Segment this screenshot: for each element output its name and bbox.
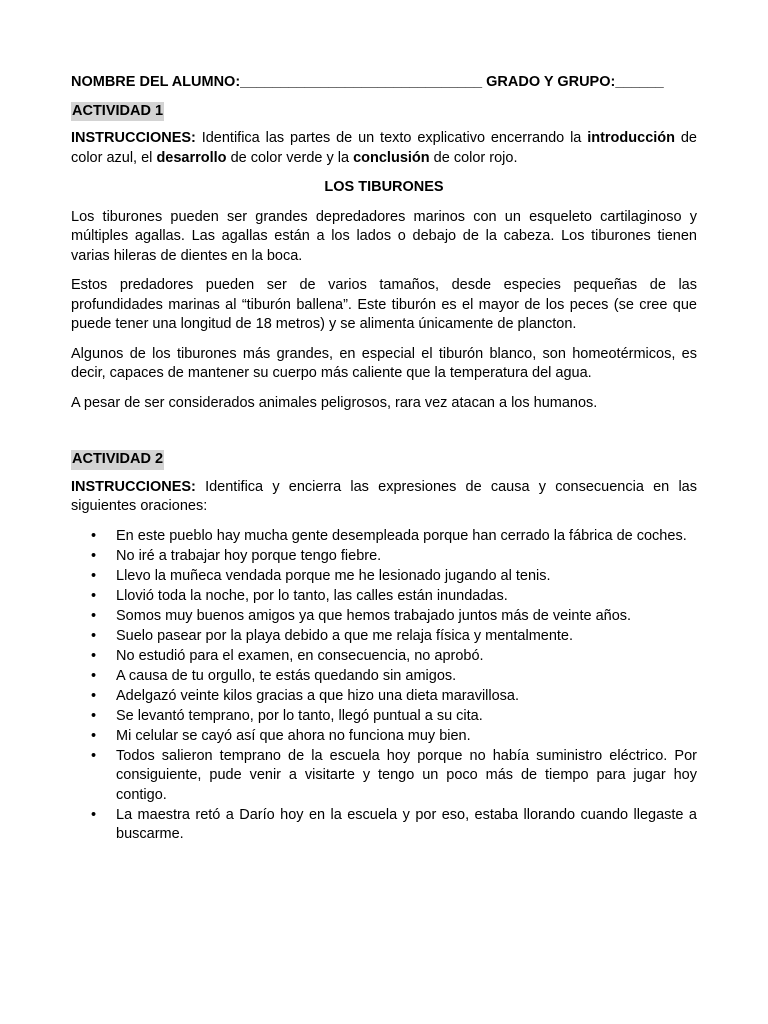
list-item-text: La maestra retó a Darío hoy en la escuela y por eso, estaba llorando cuando llegaste a buscarme.	[116, 806, 697, 842]
activity-1-instructions-label: INSTRUCCIONES:	[71, 130, 196, 146]
grade-group-blank: ______	[615, 74, 664, 90]
activity-2-instructions	[71, 478, 697, 517]
student-name-blank: ______________________________	[240, 74, 483, 90]
bullet-icon: •	[91, 647, 97, 664]
text-title: LOS TIBURONES	[324, 179, 444, 195]
list-item-text: A causa de tu orgullo, te estás quedando sin amigos.	[116, 667, 457, 684]
paragraph-4: A pesar de ser considerados animales peligrosos, rara vez atacan a los humanos.	[71, 394, 598, 411]
activity-2-heading	[71, 450, 697, 470]
activity-1-label: ACTIVIDAD 1	[71, 102, 164, 122]
instructions-text-2: de color azul, el	[71, 130, 697, 166]
list-item-text: Somos muy buenos amigos ya que hemos trabajado juntos más de veinte años.	[116, 607, 632, 624]
list-item-text: Adelgazó veinte kilos gracias a que hizo una dieta maravillosa.	[116, 687, 520, 704]
list-item	[71, 747, 697, 806]
activity-2-label: ACTIVIDAD 2	[71, 450, 164, 470]
list-item-text: Mi celular se cayó así que ahora no funciona muy bien.	[116, 727, 471, 744]
bullet-icon: •	[91, 527, 97, 544]
grade-group-label: GRADO Y GRUPO:	[486, 74, 616, 90]
instructions-text-4: de color rojo.	[429, 149, 518, 166]
list-item-text: Llevo la muñeca vendada porque me he lesionado jugando al tenis.	[116, 567, 551, 584]
list-item	[71, 567, 697, 587]
list-item	[71, 607, 697, 627]
bullet-icon: •	[91, 747, 97, 764]
list-item-text: Se levantó temprano, por lo tanto, llegó puntual a su cita.	[116, 707, 483, 724]
list-item-text: Llovió toda la noche, por lo tanto, las calles están inundadas.	[116, 587, 508, 604]
bullet-icon: •	[91, 587, 97, 604]
bullet-icon: •	[91, 667, 97, 684]
paragraph-1: Los tiburones pueden ser grandes depredadores marinos con un esqueleto cartilaginoso y múltiples agallas. Las agallas están a los lados o debajo de la cabeza. Los tiburones tienen varias hileras de dientes en la boca.	[71, 208, 697, 264]
list-item	[71, 707, 697, 727]
list-item-text: No estudió para el examen, en consecuencia, no aprobó.	[116, 647, 484, 664]
activity-1-instructions	[71, 129, 697, 168]
keyword-introduccion: introducción	[587, 130, 676, 146]
list-item	[71, 547, 697, 567]
list-item	[71, 527, 697, 547]
list-item	[71, 727, 697, 747]
student-header	[71, 73, 697, 93]
list-item-text: No iré a trabajar hoy porque tengo fiebre.	[116, 547, 382, 564]
list-item	[71, 687, 697, 707]
list-item	[71, 647, 697, 667]
bullet-icon: •	[91, 567, 97, 584]
keyword-conclusion: conclusión	[353, 149, 430, 166]
keyword-desarrollo: desarrollo	[156, 149, 227, 166]
bullet-icon: •	[91, 547, 97, 564]
sentence-list	[71, 527, 697, 845]
paragraph-2: Estos predadores pueden ser de varios tamaños, desde especies pequeñas de las profundidades marinas al “tiburón ballena”. Este tiburón es el mayor de los peces (se cree que puede tener una longitud de 18 metros) y se alimenta únicamente de plancton.	[71, 277, 697, 332]
list-item	[71, 806, 697, 845]
list-item	[71, 667, 697, 687]
bullet-icon: •	[91, 806, 97, 823]
list-item-text: Todos salieron temprano de la escuela hoy porque no había suministro eléctrico. Por consiguiente, pude venir a visitarte y tengo un poco más de tiempo para jugar hoy contigo.	[116, 747, 697, 803]
bullet-icon: •	[91, 607, 97, 624]
bullet-icon: •	[91, 627, 97, 644]
bullet-icon: •	[91, 707, 97, 724]
list-item-text: Suelo pasear por la playa debido a que me relaja física y mentalmente.	[116, 627, 574, 644]
student-name-label: NOMBRE DEL ALUMNO:	[71, 74, 241, 90]
list-item-text: En este pueblo hay mucha gente desempleada porque han cerrado la fábrica de coches.	[116, 527, 687, 544]
activity-1-heading	[71, 102, 697, 122]
bullet-icon: •	[91, 727, 97, 744]
activity-2-instructions-text: Identifica y encierra las expresiones de causa y consecuencia en las siguientes oraciones:	[71, 478, 697, 514]
instructions-text-3: de color verde y la	[226, 149, 354, 166]
paragraph-3: Algunos de los tiburones más grandes, en especial el tiburón blanco, son homeotérmicos, es decir, capaces de mantener su cuerpo más caliente que la temperatura del agua.	[71, 345, 697, 381]
list-item	[71, 627, 697, 647]
instructions-text-1: Identifica las partes de un texto explicativo encerrando la	[195, 130, 588, 146]
bullet-icon: •	[91, 687, 97, 704]
list-item	[71, 587, 697, 607]
activity-2-instructions-label: INSTRUCCIONES:	[71, 478, 196, 495]
